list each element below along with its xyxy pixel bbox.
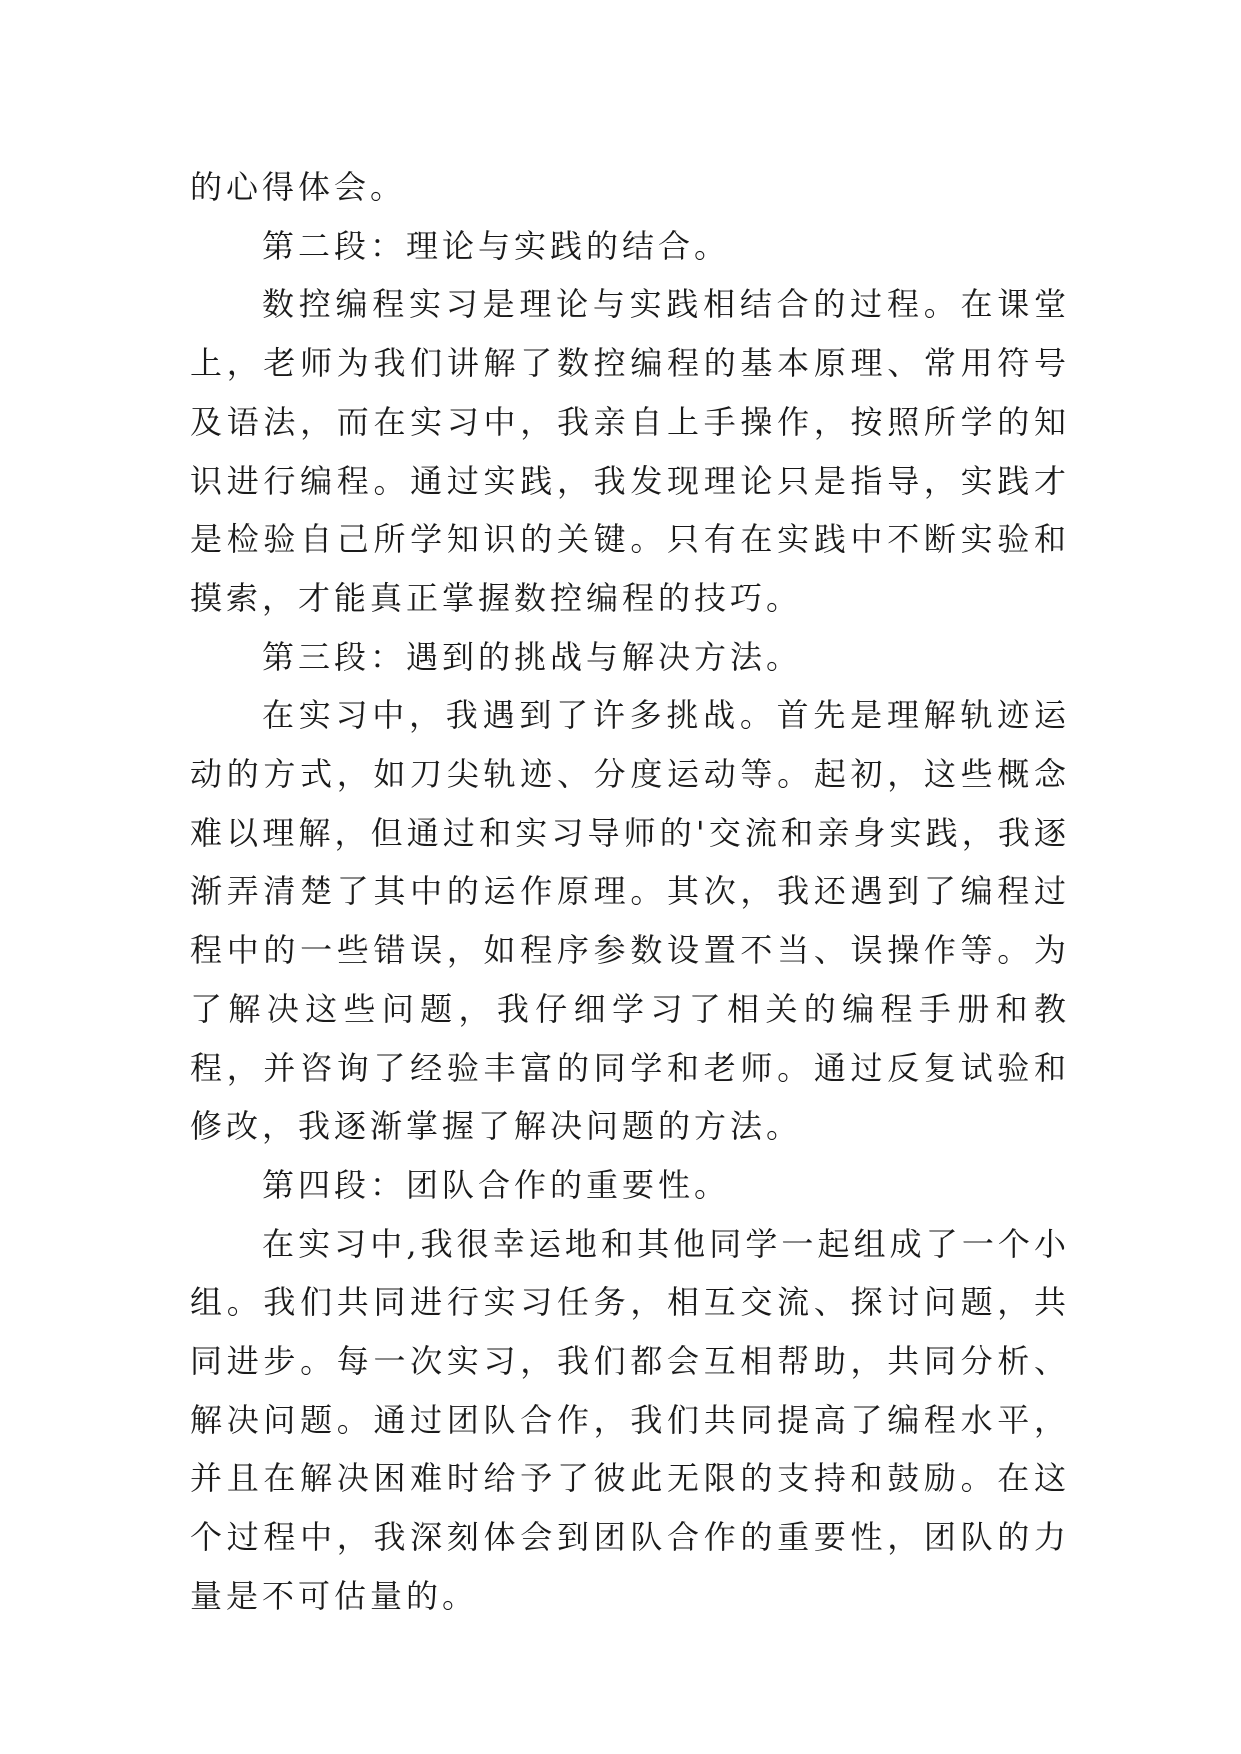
document-body — [190, 158, 1070, 1626]
paragraph-teamwork: 在实习中,我很幸运地和其他同学一起组成了一个小组。我们共同进行实习任务，相互交流、探讨问题，共同进步。每一次实习，我们都会互相帮助，共同分析、解决问题。通过团队合作，我们共同提高了编程水平，并且在解决困难时给予了彼此无限的支持和鼓励。在这个过程中，我深刻体会到团队合作的重要性，团队的力量是不可估量的。 — [190, 1224, 1070, 1615]
section-heading-4: 第四段：团队合作的重要性。 — [262, 1165, 731, 1204]
paragraph-continuation: 的心得体会。 — [190, 168, 407, 206]
paragraph-challenges: 在实习中，我遇到了许多挑战。首先是理解轨迹运动的方式，如刀尖轨迹、分度运动等。起初，这些概念难以理解，但通过和实习导师的'交流和亲身实践，我逐渐弄清楚了其中的运作原理。其次，我还遇到了编程过程中的一些错误，如程序参数设置不当、误操作等。为了解决这些问题，我仔细学习了相关的编程手册和教程，并咨询了经验丰富的同学和老师。通过反复试验和修改，我逐渐掌握了解决问题的方法。 — [190, 696, 1070, 1146]
paragraph-theory-practice: 数控编程实习是理论与实践相结合的过程。在课堂上，老师为我们讲解了数控编程的基本原理、常用符号及语法，而在实习中，我亲自上手操作，按照所学的知识进行编程。通过实践，我发现理论只是指导，实践才是检验自己所学知识的关键。只有在实践中不断实验和摸索，才能真正掌握数控编程的技巧。 — [190, 285, 1070, 617]
section-heading-2: 第二段：理论与实践的结合。 — [262, 226, 731, 265]
section-heading-3: 第三段：遇到的挑战与解决方法。 — [262, 637, 803, 676]
